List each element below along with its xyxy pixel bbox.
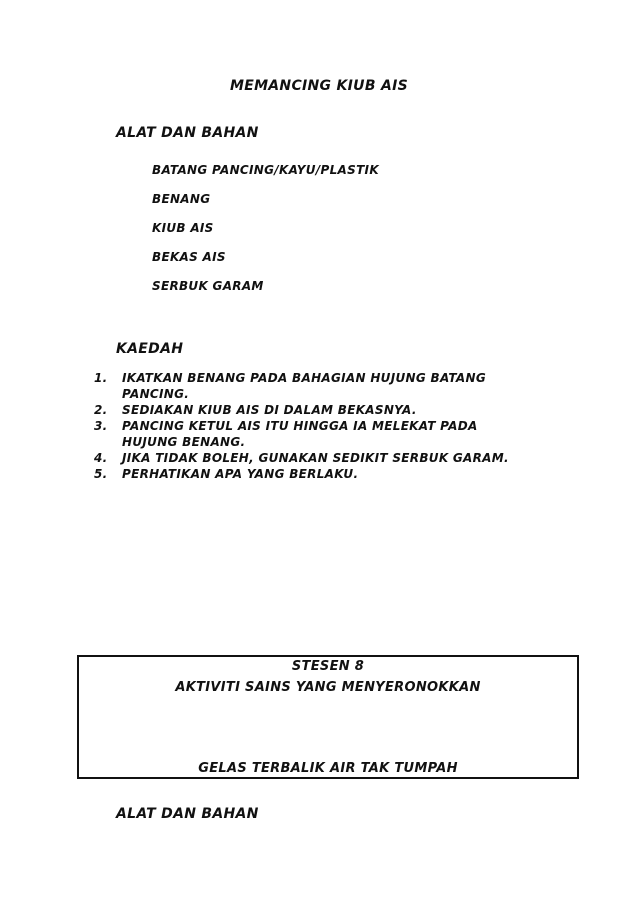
step-number: 5. [94, 467, 108, 481]
material-item: BATANG PANCING/KAYU/PLASTIK [152, 163, 379, 177]
method-heading: KAEDAH [116, 341, 184, 357]
station-box [77, 655, 579, 779]
station-number: STESEN 8 [291, 659, 365, 674]
step-text: HUJUNG BENANG. [122, 435, 246, 449]
step-number: 1. [94, 371, 108, 385]
material-item: BENANG [152, 192, 211, 206]
material-item: SERBUK GARAM [152, 279, 264, 293]
station-subtitle: AKTIVITI SAINS YANG MENYERONOKKAN [175, 680, 481, 695]
step-number: 3. [94, 419, 108, 433]
step-number: 2. [94, 403, 108, 417]
step-text: IKATKAN BENANG PADA BAHAGIAN HUJUNG BATANG [122, 371, 487, 385]
step-number: 4. [94, 451, 108, 465]
step-text: PERHATIKAN APA YANG BERLAKU. [122, 467, 359, 481]
materials-heading-2: ALAT DAN BAHAN [116, 806, 259, 822]
step-text: PANCING. [122, 387, 190, 401]
material-item: KIUB AIS [152, 221, 214, 235]
step-text: JIKA TIDAK BOLEH, GUNAKAN SEDIKIT SERBUK GARAM. [122, 451, 509, 465]
step-text: SEDIAKAN KIUB AIS DI DALAM BEKASNYA. [122, 403, 417, 417]
step-text: PANCING KETUL AIS ITU HINGGA IA MELEKAT PADA [122, 419, 478, 433]
material-item: BEKAS AIS [152, 250, 226, 264]
activity-title: MEMANCING KIUB AIS [229, 78, 409, 94]
materials-heading: ALAT DAN BAHAN [116, 125, 259, 141]
activity-name: GELAS TERBALIK AIR TAK TUMPAH [198, 761, 458, 776]
